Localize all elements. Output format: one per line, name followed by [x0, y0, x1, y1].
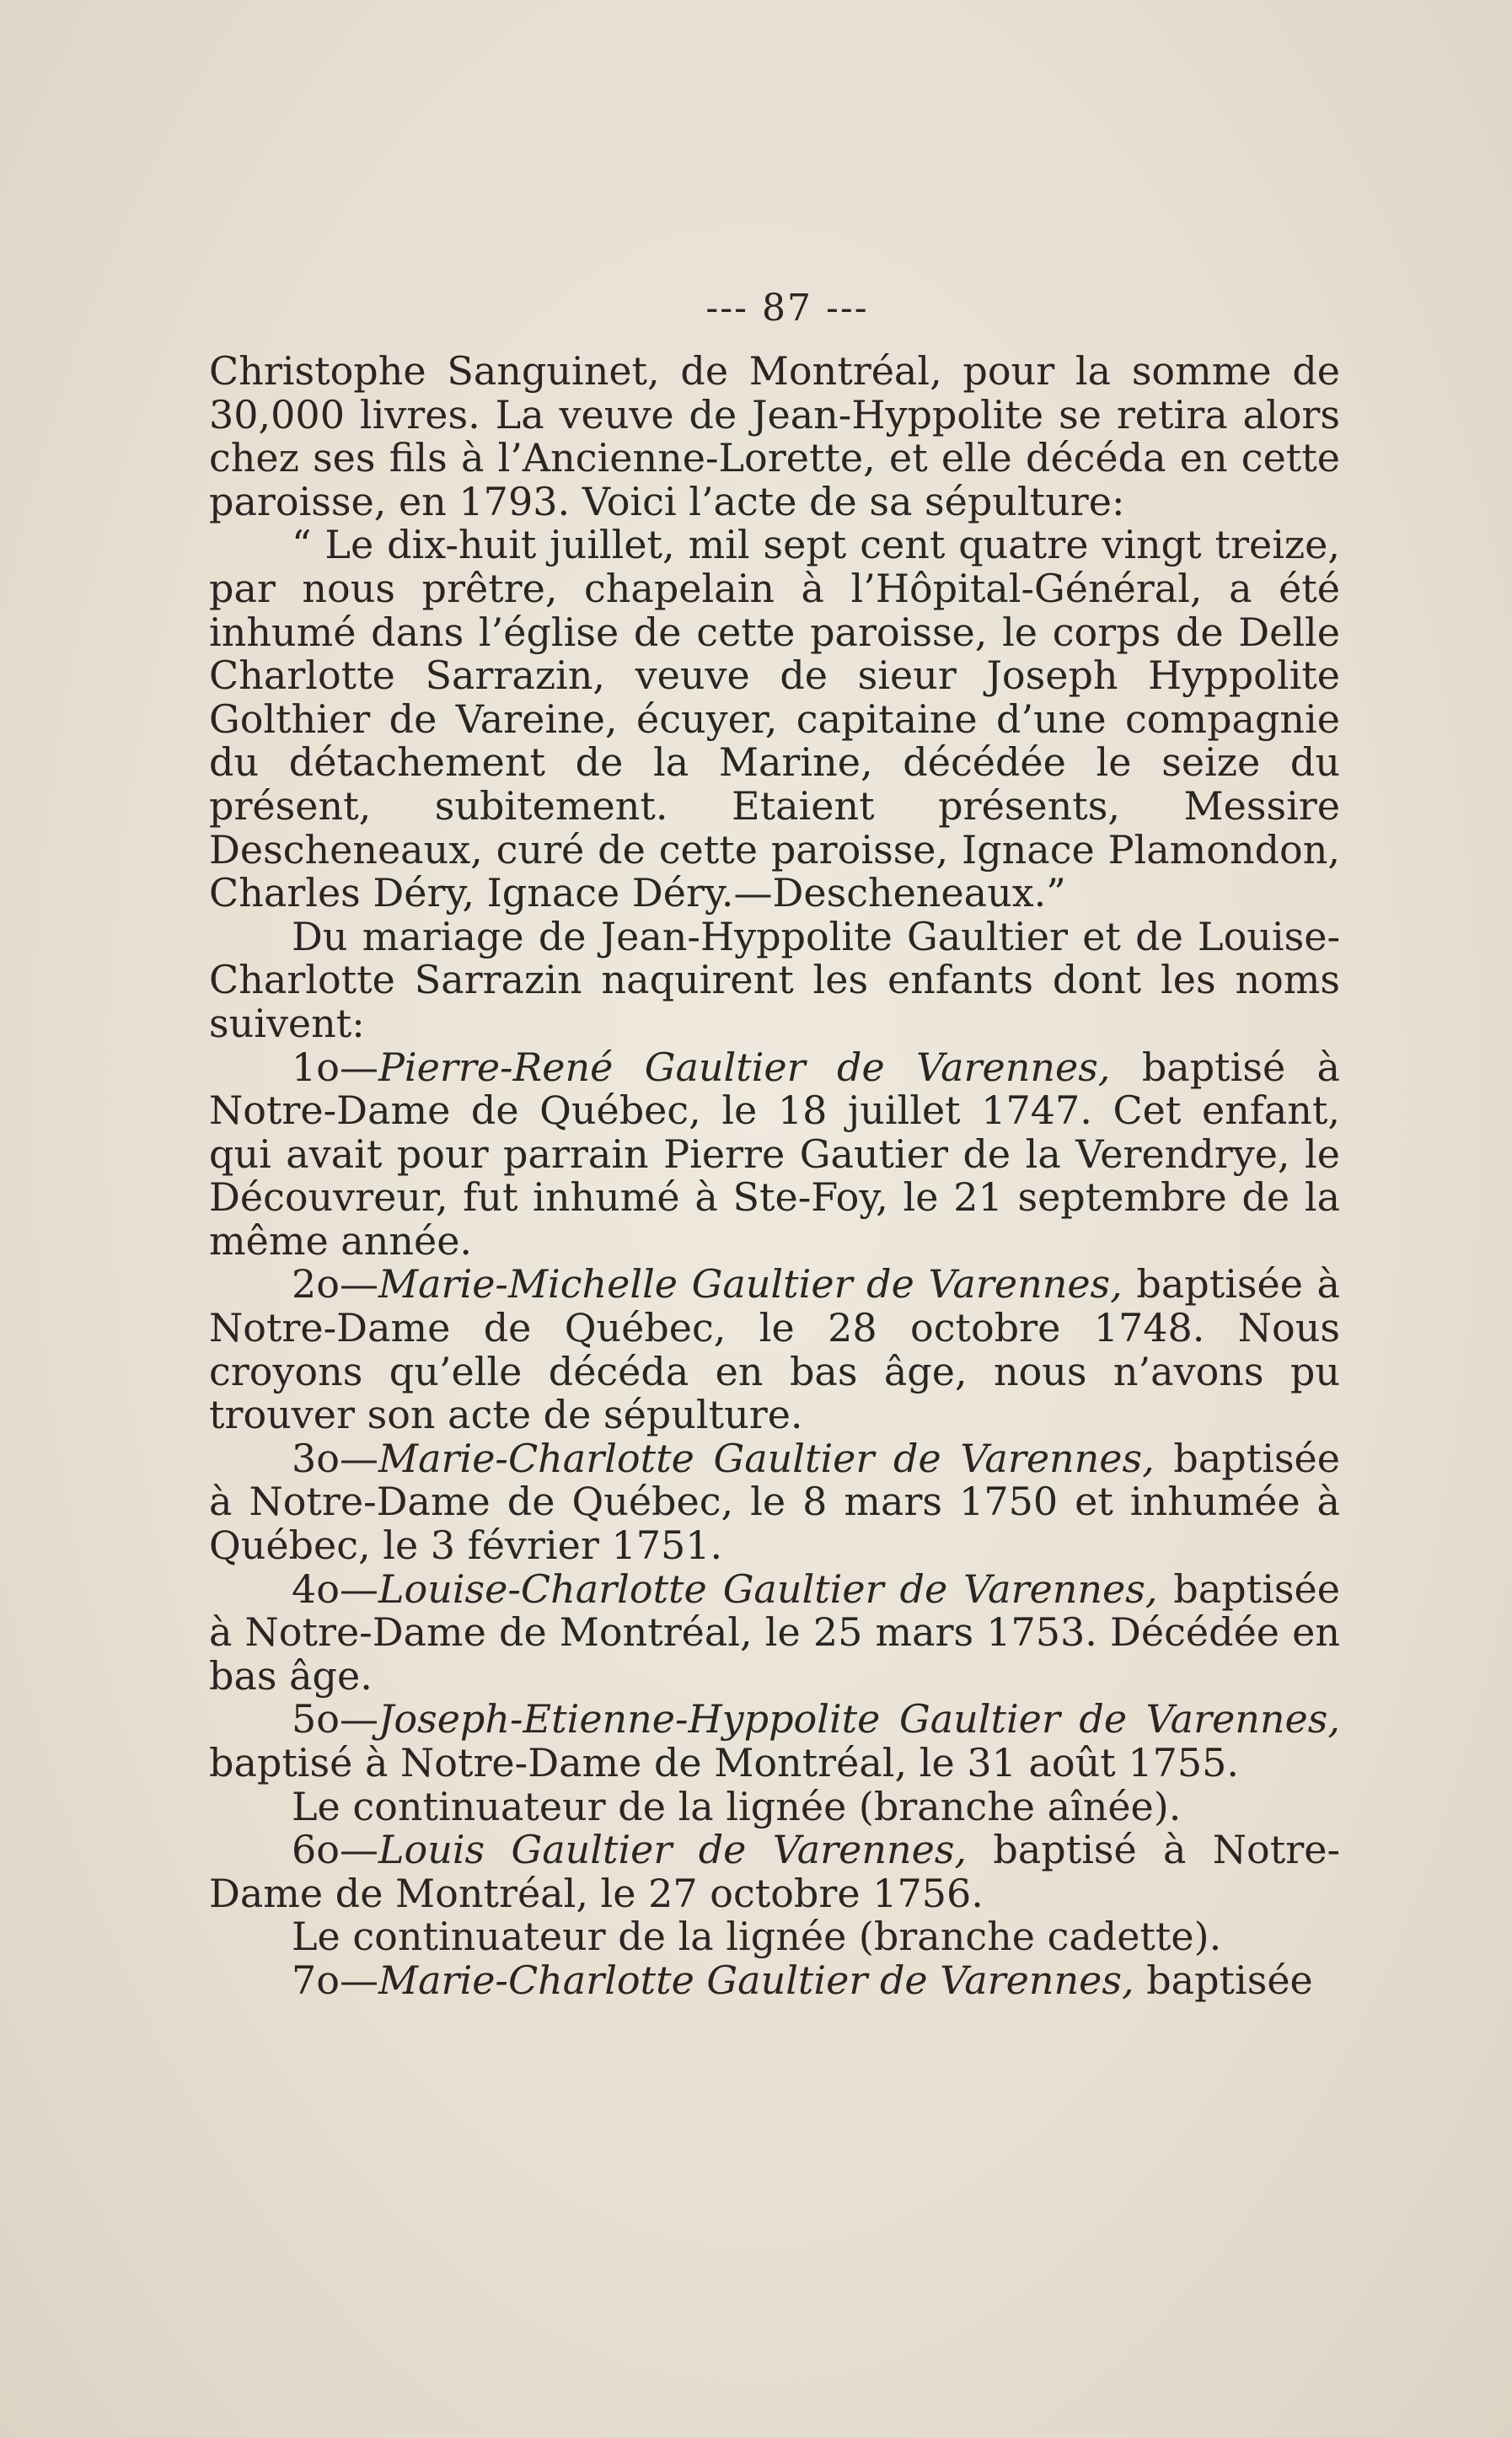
text-segment: Le continuateur de la lignée (branche cadette). — [292, 1914, 1222, 1960]
text-segment: 2o— — [292, 1261, 378, 1308]
text-segment: baptisée à Notre-Dame de Québec, le 8 mars 1750 et inhumée à Québec, le 3 février 1751. — [209, 1435, 1340, 1569]
text-segment: 1o— — [292, 1044, 378, 1090]
text-segment: Du mariage de Jean-Hyppolite Gaultier et de Louise-Charlotte Sarrazin naquirent les enfants dont les noms suivent: — [209, 913, 1340, 1046]
italic-name: Louis Gaultier de Varennes, — [378, 1827, 968, 1873]
text-segment: 7o— — [292, 1957, 378, 2003]
text-segment: 4o— — [292, 1565, 378, 1612]
text-segment: 6o— — [292, 1827, 378, 1873]
paragraph — [209, 350, 1340, 524]
text-segment: baptisé à Notre-Dame de Montréal, le 27 octobre 1756. — [209, 1827, 1340, 1916]
text-segment: baptisée à Notre-Dame de Québec, le 28 octobre 1748. Nous croyons qu’elle décéda en bas âge, nous n’avons pu trouver son acte de sépulture. — [209, 1261, 1340, 1438]
paragraph — [209, 524, 1340, 915]
italic-name: Pierre-René Gaultier de Varennes, — [378, 1044, 1111, 1090]
text-segment: baptisée à Notre-Dame de Montréal, le 25 mars 1753. Décédée en bas âge. — [209, 1565, 1340, 1699]
italic-name: Marie-Charlotte Gaultier de Varennes, — [378, 1435, 1155, 1481]
paragraph — [209, 1437, 1340, 1568]
text-segment: 5o— — [292, 1696, 378, 1743]
paragraph — [209, 1915, 1340, 1959]
italic-name: Marie-Michelle Gaultier de Varennes, — [378, 1261, 1123, 1308]
italic-name: Louise-Charlotte Gaultier de Varennes, — [378, 1565, 1158, 1612]
text-segment: baptisée — [1134, 1957, 1313, 2003]
text-segment: Le continuateur de la lignée (branche aînée). — [292, 1783, 1182, 1829]
paragraph — [209, 1959, 1340, 2003]
paragraph — [209, 1046, 1340, 1264]
paragraph — [209, 1828, 1340, 1915]
paragraph — [209, 1783, 1340, 1829]
paragraph — [209, 913, 1340, 1046]
page-number: --- 87 --- — [705, 287, 869, 330]
italic-name: Marie-Charlotte Gaultier de Varennes, — [378, 1957, 1134, 2003]
italic-name: Joseph-Etienne-Hyppolite Gaultier de Varennes, — [378, 1696, 1340, 1743]
text-segment: “ Le dix-huit juillet, mil sept cent quatre vingt treize, par nous prêtre, chapelain à l’Hôpital-Général, a été inhumé dans l’église de cette paroisse, le corps de Delle Charlotte Sarrazin, veuve de sieur Joseph Hyppolite Golthier de Vareine, écuyer, capitaine d’une compagnie du détachement de la Marine, décédée le seize du présent, subitement. Etaient présents, Messire Descheneaux, curé de cette paroisse, Ignace Plamondon, Charles Déry, Ignace Déry.—Descheneaux.” — [209, 522, 1340, 916]
paragraph — [209, 1698, 1340, 1785]
paragraph — [209, 1263, 1340, 1436]
page-body — [209, 287, 1340, 2003]
text-segment: Christophe Sanguinet, de Montréal, pour la somme de 30,000 livres. La veuve de Jean-Hyppolite se retira alors chez ses fils à l’Ancienne-Lorette, et elle décéda en cette paroisse, en 1793. Voici l’acte de sa sépulture: — [209, 348, 1340, 524]
text-segment: baptisé à Notre-Dame de Montréal, le 31 août 1755. — [209, 1740, 1240, 1786]
text-segment: baptisé à Notre-Dame de Québec, le 18 juillet 1747. Cet enfant, qui avait pour parrain Pierre Gautier de la Verendrye, le Découvreur, fut inhumé à Ste-Foy, le 21 septembre de la même année. — [209, 1044, 1340, 1264]
text-segment: 3o— — [292, 1435, 378, 1481]
page-text — [209, 350, 1340, 2003]
paragraph — [209, 1565, 1340, 1699]
